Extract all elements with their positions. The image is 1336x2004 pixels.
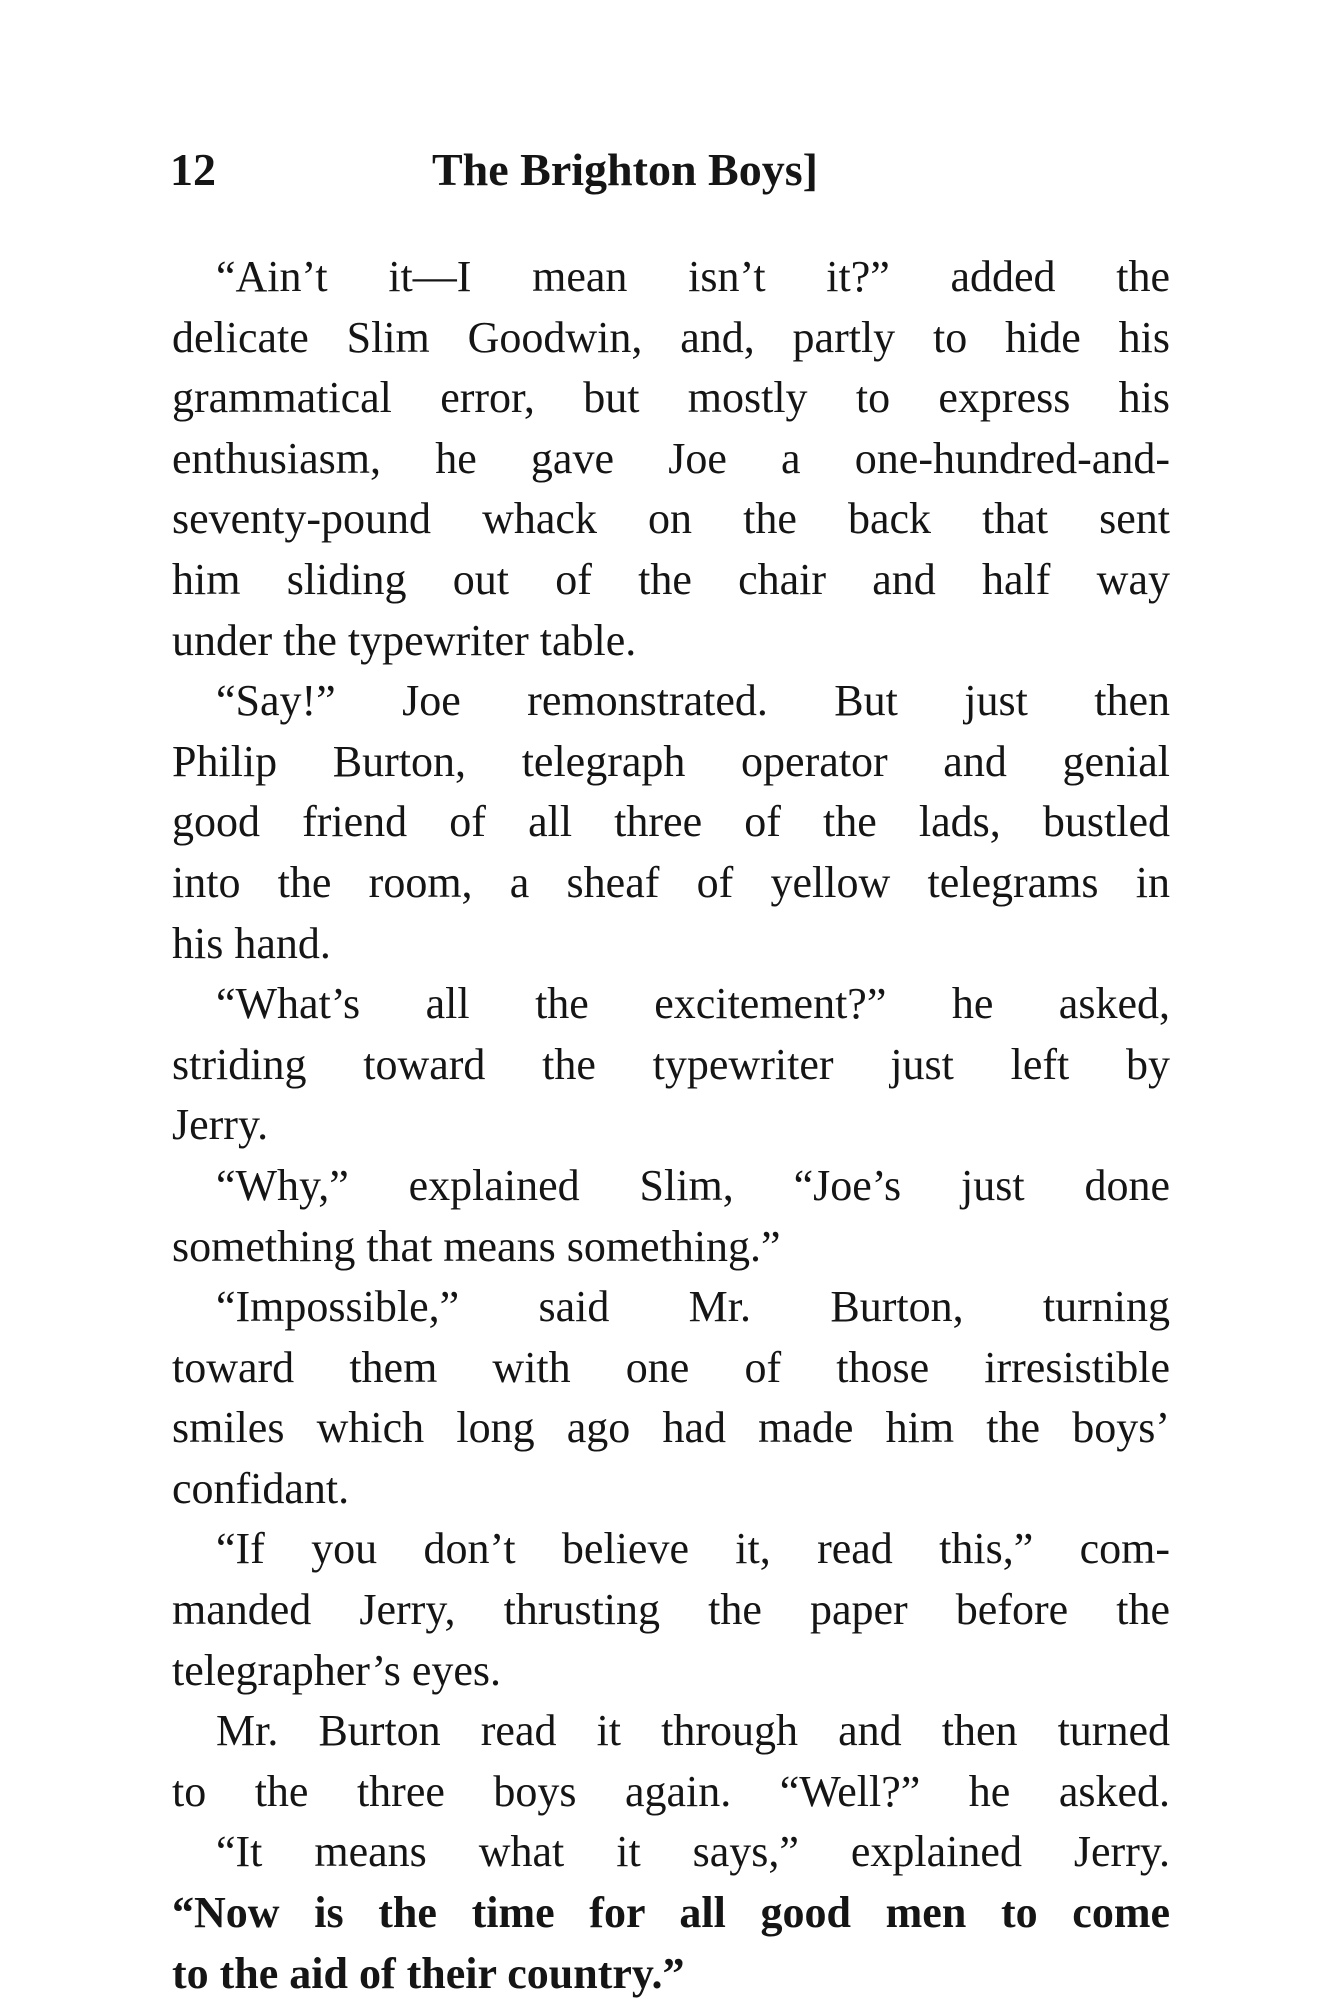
text-line: telegrapher’s eyes. bbox=[172, 1645, 502, 1695]
text-line: good friend of all three of the lads, bustled bbox=[172, 797, 1170, 847]
text-line: “Why,” explained Slim, “Joe’s just done bbox=[216, 1160, 1170, 1210]
text-line: “If you don’t believe it, read this,” com- bbox=[216, 1524, 1170, 1574]
text-line: “Ain’t it—I mean isn’t it?” added the bbox=[216, 252, 1170, 301]
text-line: under the typewriter table. bbox=[172, 615, 637, 665]
text-line: Philip Burton, telegraph operator and genial bbox=[172, 736, 1170, 786]
text-line: “What’s all the excitement?” he asked, bbox=[216, 979, 1170, 1029]
text-line: delicate Slim Goodwin, and, partly to hide his bbox=[172, 312, 1170, 362]
text-line: toward them with one of those irresistible bbox=[172, 1342, 1170, 1392]
text-line: Jerry. bbox=[172, 1100, 269, 1150]
text-line: “Impossible,” said Mr. Burton, turning bbox=[216, 1282, 1170, 1332]
text-line: “Say!” Joe remonstrated. But just then bbox=[216, 676, 1170, 726]
text-line: something that means something.” bbox=[172, 1221, 781, 1271]
book-title: The Brighton Boys] bbox=[432, 144, 818, 195]
text-line: smiles which long ago had made him the boys’ bbox=[172, 1403, 1170, 1453]
text-line: into the room, a sheaf of yellow telegrams in bbox=[172, 857, 1170, 907]
text-line: grammatical error, but mostly to express his bbox=[172, 373, 1170, 423]
text-line: confidant. bbox=[172, 1463, 350, 1513]
text-line: to the three boys again. “Well?” he asked. bbox=[172, 1766, 1170, 1816]
text-line: Mr. Burton read it through and then turned bbox=[216, 1706, 1170, 1756]
text-line: “It means what it says,” explained Jerry. bbox=[216, 1827, 1170, 1877]
text-line: striding toward the typewriter just left by bbox=[172, 1039, 1170, 1089]
text-line: to the aid of their country.” bbox=[172, 1948, 685, 1998]
page-number: 12 bbox=[170, 144, 216, 195]
text-line: manded Jerry, thrusting the paper before the bbox=[172, 1585, 1170, 1635]
running-head bbox=[170, 140, 930, 200]
text-line: enthusiasm, he gave Joe a one-hundred-and- bbox=[172, 433, 1170, 483]
body-text bbox=[172, 247, 1170, 2004]
text-line: him sliding out of the chair and half way bbox=[172, 554, 1170, 604]
text-line: “Now is the time for all good men to come bbox=[172, 1888, 1170, 1938]
text-line: seventy-pound whack on the back that sent bbox=[172, 494, 1170, 544]
text-line: his hand. bbox=[172, 918, 331, 968]
